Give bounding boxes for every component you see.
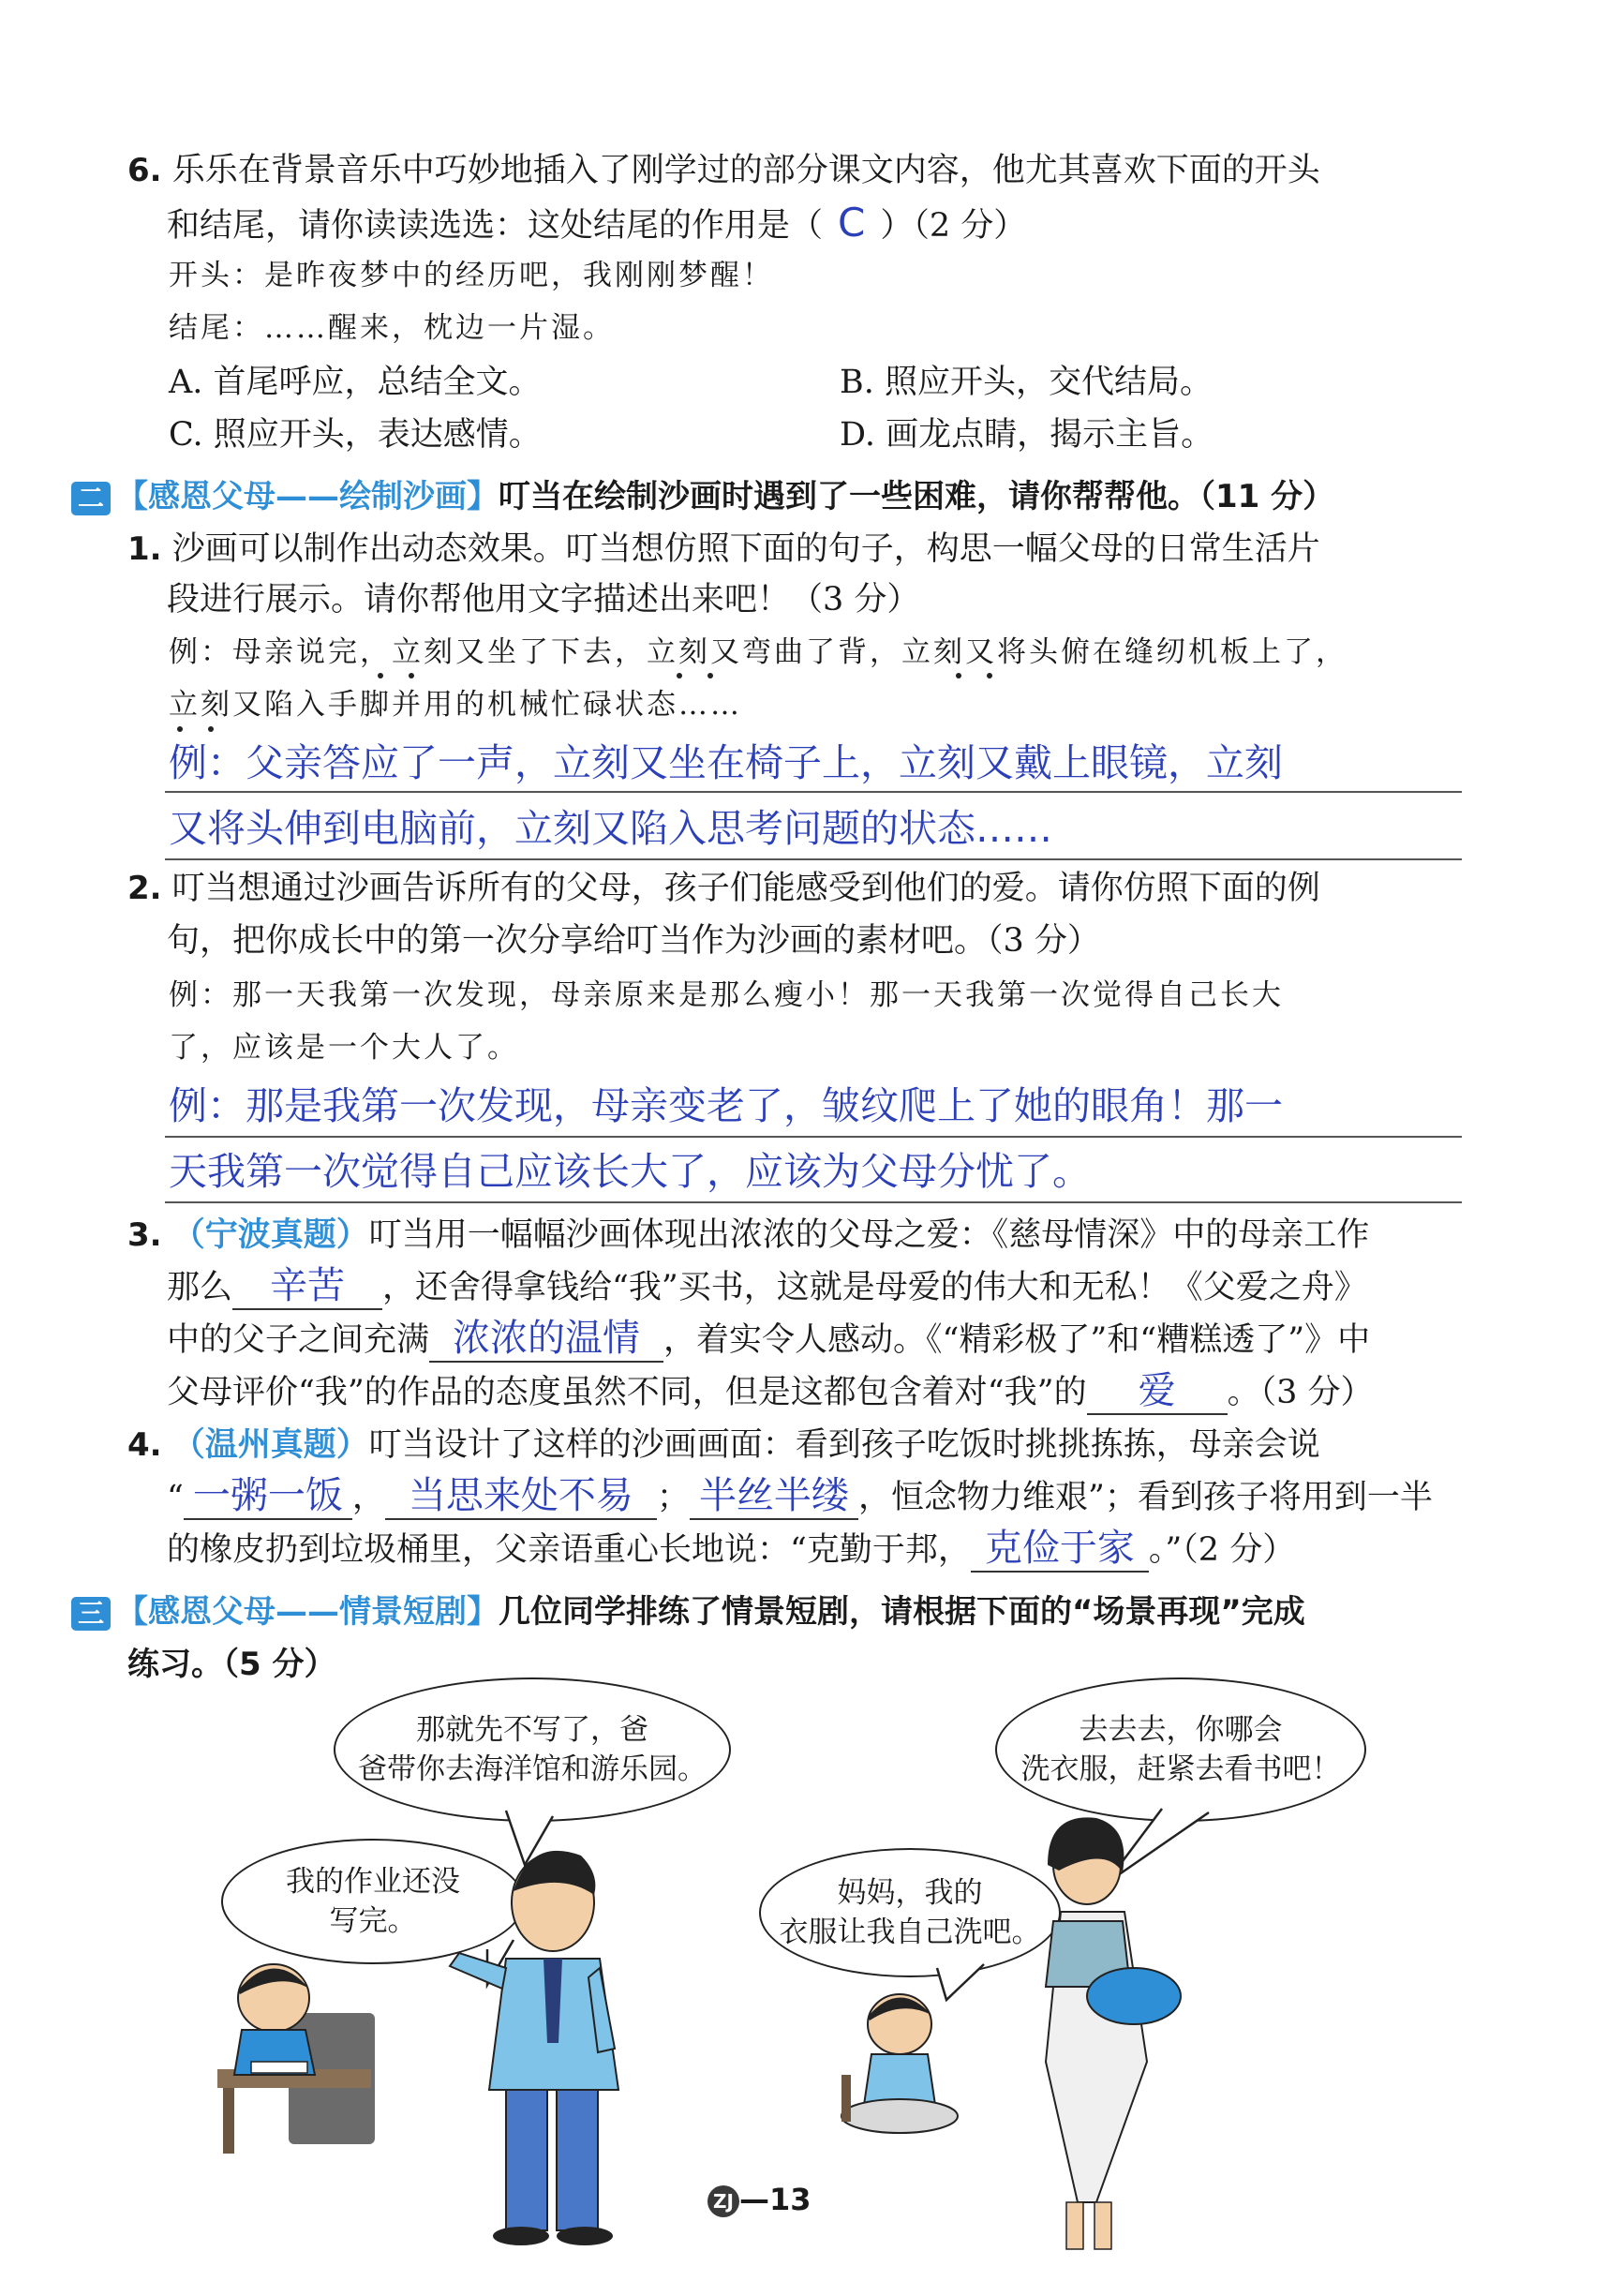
s2q1-answer1: 例：父亲答应了一声，立刻又坐在椅子上，立刻又戴上眼镜，立刻 — [169, 740, 1283, 785]
s2q1-example2: 立刻又陷入手脚并用的机械忙碌状态…… — [169, 688, 742, 722]
s2q3-text2a: 那么 — [167, 1269, 233, 1306]
s2q3-text3a: 中的父子之间充满 — [167, 1321, 430, 1359]
q6-end: 结尾：……醒来，枕边一片湿。 — [169, 311, 615, 345]
q6-answer: C — [838, 200, 866, 246]
q6-option-c: C. 照应开头，表达感情。 — [169, 416, 542, 454]
s2q3-blank2-answer: 浓浓的温情 — [453, 1317, 641, 1360]
s2q2-answer2: 天我第一次觉得自己应该长大了，应该为父母分忧了。 — [169, 1149, 1091, 1194]
page-number — [707, 2182, 812, 2217]
s2q3-text2b: ，还舍得拿钱给“我”买书，这就是母爱的伟大和无私！《父爱之舟》 — [382, 1269, 1367, 1306]
s2q1-number: 1. — [127, 530, 162, 568]
s2q2-number: 2. — [127, 870, 162, 907]
s2q4-text2c: ； — [656, 1479, 690, 1516]
s2q1-answer2: 又将头伸到电脑前，立刻又陷入思考问题的状态…… — [169, 806, 1052, 851]
boy-at-desk-illustration — [217, 1964, 375, 2154]
s2q4-text2b: ， — [351, 1479, 385, 1516]
q6-option-a: A. 首尾呼应，总结全文。 — [169, 364, 542, 401]
bubble-child-line2: 衣服让我自己洗吧。 — [779, 1916, 1041, 1949]
child-washing-illustration — [841, 1994, 958, 2133]
s2q3-blank1-answer: 辛苦 — [270, 1264, 346, 1307]
s2q3-blank3-answer: 爱 — [1138, 1369, 1176, 1412]
bubble-mother-line1: 去去去，你哪会 — [1079, 1713, 1283, 1747]
s2q4-text3b: 。”（2 分） — [1148, 1531, 1296, 1569]
section-3-tag: 【感恩父母——情景短剧】 — [116, 1593, 499, 1631]
s2q2-answer1: 例：那是我第一次发现，母亲变老了，皱纹爬上了她的眼角！那一 — [169, 1083, 1283, 1128]
bubble-mother-line2: 洗衣服，赶紧去看书吧！ — [1020, 1752, 1341, 1786]
s2q4-number: 4. — [127, 1426, 162, 1464]
s2q1-example1-text: 例：母亲说完，立刻又坐了下去，立刻又弯曲了背，立刻又将头俯在缝纫机板上了， — [169, 635, 1348, 669]
q6-start: 开头：是昨夜梦中的经历吧，我刚刚梦醒！ — [169, 259, 774, 292]
section-2-title: 叮当在绘制沙画时遇到了一些困难，请你帮帮他。（11 分） — [499, 478, 1335, 515]
mother-illustration — [1046, 1817, 1181, 2249]
bubble-child-line1: 妈妈，我的 — [837, 1876, 983, 1910]
page-number-text: —13 — [739, 2182, 812, 2217]
s2q4-text2a: “ — [167, 1479, 184, 1516]
s2q3-number: 3. — [127, 1216, 162, 1254]
section-3-title: 几位同学排练了情景短剧，请根据下面的“场景再现”完成 — [499, 1593, 1305, 1631]
bubble-boy-line1: 我的作业还没 — [286, 1865, 460, 1899]
s2q4-text3a: 的橡皮扔到垃圾桶里，父亲语重心长地说：“克勤于邦， — [167, 1531, 971, 1569]
s2q4-blank4-answer: 克俭于家 — [984, 1527, 1135, 1570]
q6-text1: 乐乐在背景音乐中巧妙地插入了刚学过的部分课文内容，他尤其喜欢下面的开头 — [171, 152, 1320, 189]
q6-score: ）（2 分） — [880, 207, 1027, 245]
s2q4-tag: （温州真题） — [171, 1426, 369, 1464]
edition-badge: ZJ — [707, 2185, 739, 2217]
s2q3-text1: 叮当用一幅幅沙画体现出浓浓的父母之爱：《慈母情深》中的母亲工作 — [368, 1216, 1370, 1254]
q6-text2: 和结尾，请你读读选选：这处结尾的作用是（ — [167, 207, 824, 245]
s2q2-text1: 叮当想通过沙画告诉所有的父母，孩子们能感受到他们的爱。请你仿照下面的例 — [171, 870, 1320, 907]
q6-option-b: B. 照应开头，交代结局。 — [840, 364, 1213, 401]
section-3-title-cont: 练习。（5 分） — [127, 1646, 336, 1683]
s2q2-example1: 例：那一天我第一次发现，母亲原来是那么瘦小！那一天我第一次觉得自己长大 — [169, 978, 1284, 1012]
s2q3-text4a: 父母评价“我”的作品的态度虽然不同，但是这都包含着对“我”的 — [167, 1374, 1087, 1411]
s2q3-text3b: ，着实令人感动。《“精彩极了”和“糟糕透了”》中 — [663, 1321, 1371, 1359]
s2q1-text1: 沙画可以制作出动态效果。叮当想仿照下面的句子，构思一幅父母的日常生活片 — [171, 530, 1320, 568]
section-2-tag: 【感恩父母——绘制沙画】 — [116, 478, 499, 515]
s2q4-blank1-answer: 一粥一饭 — [192, 1474, 343, 1517]
q6-number: 6. — [127, 152, 162, 189]
q6-option-d: D. 画龙点睛，揭示主旨。 — [840, 416, 1214, 454]
section-3-number: 三 — [71, 1597, 111, 1631]
s2q2-line2: 句，把你成长中的第一次分享给叮当作为沙画的素材吧。（3 分） — [167, 922, 1100, 960]
s2q2-example2: 了，应该是一个大人了。 — [169, 1031, 519, 1065]
s2q4-text2d: ，恒念物力维艰”；看到孩子将用到一半 — [857, 1479, 1433, 1516]
s2q3-tag: （宁波真题） — [171, 1216, 369, 1254]
s2q4-blank3-answer: 半丝半缕 — [698, 1474, 849, 1517]
bubble-boy-line2: 写完。 — [329, 1904, 417, 1938]
bubble-father-line1: 那就先不写了，爸 — [416, 1713, 648, 1747]
section-2-number: 二 — [71, 482, 111, 515]
s2q1-line2: 段进行展示。请你帮他用文字描述出来吧！（3 分） — [167, 581, 920, 619]
s2q3-text4b: 。（3 分） — [1227, 1374, 1374, 1411]
bubble-father-line2: 爸带你去海洋馆和游乐园。 — [358, 1752, 707, 1786]
father-illustration — [450, 1851, 618, 2245]
s2q4-text1: 叮当设计了这样的沙画画面：看到孩子吃饭时挑挑拣拣，母亲会说 — [368, 1426, 1320, 1464]
s2q4-blank2-answer: 当思来处不易 — [408, 1474, 633, 1517]
